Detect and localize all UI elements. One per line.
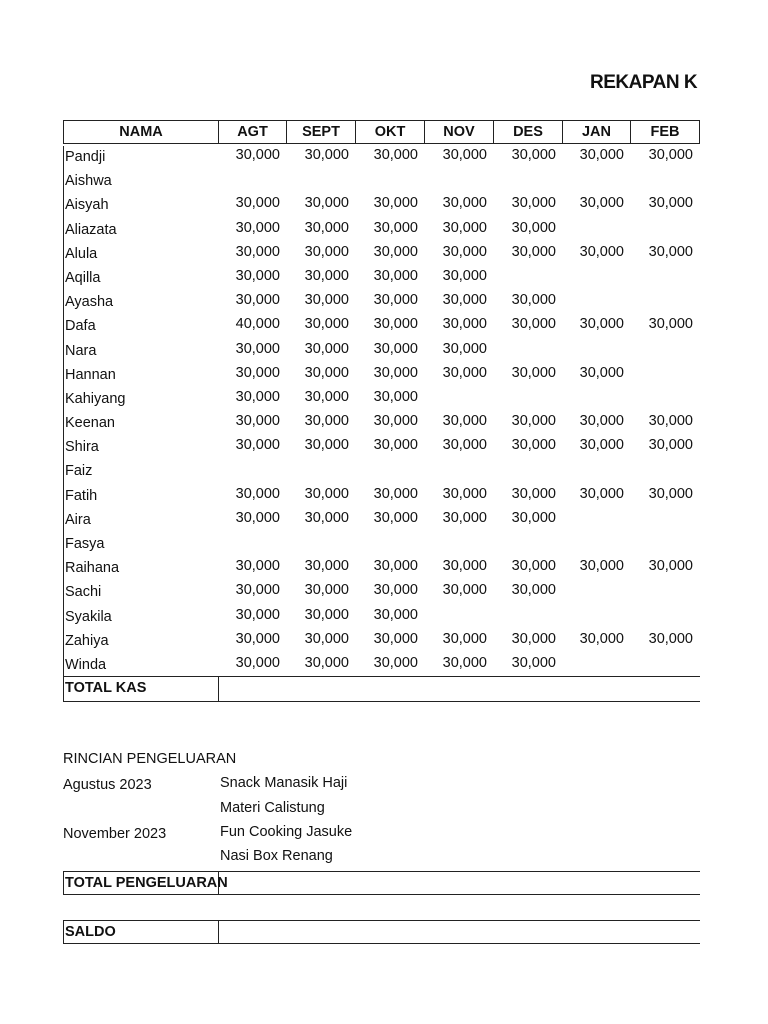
payment-cell	[631, 338, 700, 362]
column-header-jan: JAN	[563, 120, 631, 144]
table-row	[63, 410, 700, 434]
member-name: Nara	[63, 340, 219, 364]
payment-cell	[631, 265, 700, 289]
table-row	[63, 507, 700, 531]
payment-cell	[425, 458, 494, 482]
payment-cell: 30,000	[511, 243, 556, 260]
payment-cell: 30,000	[304, 606, 349, 623]
payment-cell	[494, 458, 563, 482]
payment-cell	[494, 604, 563, 628]
payment-cell: 30,000	[304, 219, 349, 236]
payment-cell: 30,000	[442, 364, 487, 381]
payment-cell: 30,000	[235, 606, 280, 623]
payment-cell: 30,000	[648, 437, 693, 454]
payment-cell: 30,000	[304, 437, 349, 454]
payment-cell: 30,000	[235, 219, 280, 236]
member-name: Shira	[63, 436, 219, 460]
expense-period: Agustus 2023	[63, 777, 152, 793]
payment-cell: 30,000	[648, 413, 693, 430]
payment-cell: 30,000	[511, 219, 556, 236]
member-name: Raihana	[63, 557, 219, 581]
payment-cell: 30,000	[373, 485, 418, 502]
payment-cell: 30,000	[235, 292, 280, 309]
member-name: Aliazata	[63, 219, 219, 243]
table-row	[63, 434, 700, 458]
member-name: Aira	[63, 509, 219, 533]
payment-cell	[563, 289, 631, 313]
payment-cell: 30,000	[373, 388, 418, 405]
table-row	[63, 265, 700, 289]
payment-cell	[494, 338, 563, 362]
payment-cell: 30,000	[373, 437, 418, 454]
payment-cell	[356, 168, 425, 192]
column-header-sept: SEPT	[287, 120, 356, 144]
payment-cell	[563, 579, 631, 603]
payment-cell: 30,000	[235, 437, 280, 454]
payment-cell: 30,000	[648, 195, 693, 212]
table-row	[63, 192, 700, 216]
payment-cell: 30,000	[511, 413, 556, 430]
payment-cell: 30,000	[235, 654, 280, 671]
payment-cell: 30,000	[304, 630, 349, 647]
payment-cell	[494, 168, 563, 192]
payment-cell	[563, 386, 631, 410]
payment-cell: 30,000	[235, 195, 280, 212]
payment-cell: 30,000	[373, 654, 418, 671]
column-header-des: DES	[494, 120, 563, 144]
payment-cell	[631, 289, 700, 313]
table-row	[63, 579, 700, 603]
saldo-row	[63, 920, 700, 944]
payment-cell: 30,000	[511, 195, 556, 212]
table-header-row	[63, 120, 700, 144]
payment-cell: 30,000	[579, 485, 624, 502]
payment-cell	[631, 217, 700, 241]
payment-cell: 30,000	[579, 147, 624, 163]
payment-cell	[494, 386, 563, 410]
member-name: Fatih	[63, 485, 219, 509]
payment-cell: 30,000	[304, 316, 349, 333]
payment-cell: 30,000	[235, 243, 280, 260]
payment-cell: 30,000	[235, 485, 280, 502]
table-row	[63, 628, 700, 652]
payment-cell	[219, 458, 287, 482]
member-name: Ayasha	[63, 291, 219, 315]
payment-cell	[287, 531, 356, 555]
payment-cell: 30,000	[442, 630, 487, 647]
document-title: REKAPAN K	[590, 72, 698, 93]
payment-cell	[563, 652, 631, 676]
payment-cell: 30,000	[373, 316, 418, 333]
payment-cell: 30,000	[579, 558, 624, 575]
payment-cell	[563, 338, 631, 362]
member-name: Zahiya	[63, 630, 219, 654]
payment-cell: 30,000	[442, 437, 487, 454]
payment-cell: 30,000	[304, 558, 349, 575]
column-header-nov: NOV	[425, 120, 494, 144]
member-name: Aisyah	[63, 194, 219, 218]
payment-cell: 30,000	[235, 364, 280, 381]
payment-cell	[563, 507, 631, 531]
payment-cell: 30,000	[579, 630, 624, 647]
payment-cell: 30,000	[373, 243, 418, 260]
member-name: Alula	[63, 243, 219, 267]
member-name: Hannan	[63, 364, 219, 388]
payment-cell	[563, 217, 631, 241]
payment-cell: 30,000	[373, 147, 418, 163]
total-pengeluaran-label: TOTAL PENGELUARAN	[63, 872, 219, 894]
payment-cell	[563, 458, 631, 482]
kas-table	[63, 120, 700, 702]
member-name: Aishwa	[63, 170, 219, 194]
payment-cell: 30,000	[511, 485, 556, 502]
payment-cell	[631, 507, 700, 531]
payment-cell: 30,000	[579, 243, 624, 260]
table-row	[63, 144, 700, 168]
payment-cell: 30,000	[579, 195, 624, 212]
payment-cell: 30,000	[373, 582, 418, 599]
payment-cell	[631, 652, 700, 676]
payment-cell: 30,000	[442, 485, 487, 502]
payment-cell: 30,000	[579, 437, 624, 454]
payment-cell: 30,000	[304, 364, 349, 381]
payment-cell: 30,000	[511, 316, 556, 333]
payment-cell: 30,000	[235, 509, 280, 526]
column-header-agt: AGT	[219, 120, 287, 144]
expense-item: Nasi Box Renang	[220, 848, 333, 864]
member-name: Aqilla	[63, 267, 219, 291]
payment-cell: 30,000	[373, 267, 418, 284]
payment-cell: 30,000	[511, 364, 556, 381]
payment-cell	[631, 579, 700, 603]
payment-cell: 30,000	[579, 316, 624, 333]
table-body	[63, 144, 700, 676]
payment-cell: 30,000	[304, 292, 349, 309]
payment-cell: 30,000	[511, 437, 556, 454]
table-row	[63, 531, 700, 555]
table-row	[63, 458, 700, 482]
payment-cell: 30,000	[648, 630, 693, 647]
payment-cell	[631, 531, 700, 555]
payment-cell	[287, 458, 356, 482]
payment-cell	[563, 168, 631, 192]
column-header-feb: FEB	[631, 120, 700, 144]
table-row	[63, 289, 700, 313]
payment-cell	[631, 386, 700, 410]
payment-cell: 30,000	[511, 630, 556, 647]
table-row	[63, 604, 700, 628]
payment-cell	[631, 604, 700, 628]
payment-cell: 30,000	[648, 558, 693, 575]
payment-cell	[219, 168, 287, 192]
payment-cell: 30,000	[235, 630, 280, 647]
payment-cell: 30,000	[373, 413, 418, 430]
expense-heading: RINCIAN PENGELUARAN	[63, 751, 237, 767]
table-row	[63, 313, 700, 337]
payment-cell	[356, 531, 425, 555]
payment-cell	[425, 168, 494, 192]
table-row	[63, 652, 700, 676]
payment-cell: 30,000	[304, 243, 349, 260]
payment-cell: 30,000	[511, 147, 556, 163]
payment-cell: 30,000	[511, 292, 556, 309]
payment-cell: 30,000	[442, 219, 487, 236]
table-row	[63, 386, 700, 410]
payment-cell: 30,000	[304, 388, 349, 405]
payment-cell: 30,000	[373, 630, 418, 647]
payment-cell: 30,000	[442, 243, 487, 260]
payment-cell: 30,000	[304, 485, 349, 502]
payment-cell: 30,000	[648, 243, 693, 260]
payment-cell: 30,000	[235, 558, 280, 575]
total-kas-row	[63, 676, 700, 702]
expense-item: Snack Manasik Haji	[220, 775, 348, 791]
table-row	[63, 241, 700, 265]
payment-cell: 30,000	[373, 340, 418, 357]
payment-cell: 30,000	[373, 292, 418, 309]
payment-cell: 30,000	[304, 340, 349, 357]
payment-cell: 30,000	[442, 292, 487, 309]
payment-cell: 30,000	[648, 316, 693, 333]
member-name: Kahiyang	[63, 388, 219, 412]
member-name: Dafa	[63, 315, 219, 339]
payment-cell	[356, 458, 425, 482]
payment-cell: 30,000	[648, 485, 693, 502]
payment-cell: 30,000	[304, 654, 349, 671]
member-name: Pandji	[63, 146, 219, 170]
payment-cell	[425, 531, 494, 555]
payment-cell: 30,000	[373, 219, 418, 236]
expense-period: November 2023	[63, 826, 167, 842]
payment-cell	[425, 386, 494, 410]
payment-cell: 30,000	[304, 147, 349, 163]
payment-cell: 30,000	[235, 340, 280, 357]
payment-cell: 30,000	[304, 195, 349, 212]
payment-cell: 30,000	[304, 413, 349, 430]
payment-cell: 30,000	[442, 267, 487, 284]
table-row	[63, 483, 700, 507]
payment-cell: 30,000	[511, 654, 556, 671]
payment-cell: 30,000	[304, 582, 349, 599]
payment-cell: 30,000	[442, 654, 487, 671]
payment-cell: 30,000	[373, 509, 418, 526]
payment-cell: 40,000	[235, 316, 280, 333]
member-name: Winda	[63, 654, 219, 678]
member-name: Syakila	[63, 606, 219, 630]
payment-cell: 30,000	[442, 195, 487, 212]
payment-cell: 30,000	[235, 267, 280, 284]
member-name: Keenan	[63, 412, 219, 436]
payment-cell: 30,000	[304, 509, 349, 526]
payment-cell: 30,000	[235, 413, 280, 430]
payment-cell: 30,000	[648, 147, 693, 163]
payment-cell: 30,000	[442, 147, 487, 163]
payment-cell: 30,000	[579, 413, 624, 430]
expense-item: Materi Calistung	[220, 800, 325, 816]
payment-cell: 30,000	[442, 340, 487, 357]
column-header-nama: NAMA	[63, 120, 219, 144]
payment-cell: 30,000	[235, 582, 280, 599]
payment-cell	[563, 265, 631, 289]
payment-cell: 30,000	[304, 267, 349, 284]
table-row	[63, 555, 700, 579]
payment-cell	[563, 604, 631, 628]
payment-cell	[219, 531, 287, 555]
payment-cell: 30,000	[373, 606, 418, 623]
payment-cell: 30,000	[511, 582, 556, 599]
payment-cell: 30,000	[373, 195, 418, 212]
payment-cell: 30,000	[442, 413, 487, 430]
column-header-okt: OKT	[356, 120, 425, 144]
payment-cell: 30,000	[579, 364, 624, 381]
payment-cell	[494, 531, 563, 555]
payment-cell: 30,000	[442, 316, 487, 333]
member-name: Faiz	[63, 460, 219, 484]
expense-item: Fun Cooking Jasuke	[220, 824, 353, 840]
member-name: Fasya	[63, 533, 219, 557]
payment-cell: 30,000	[235, 147, 280, 163]
table-row	[63, 168, 700, 192]
payment-cell	[494, 265, 563, 289]
payment-cell: 30,000	[442, 558, 487, 575]
payment-cell	[631, 458, 700, 482]
payment-cell: 30,000	[442, 582, 487, 599]
table-row	[63, 338, 700, 362]
payment-cell	[631, 362, 700, 386]
payment-cell: 30,000	[511, 509, 556, 526]
payment-cell	[425, 604, 494, 628]
payment-cell	[631, 168, 700, 192]
payment-cell: 30,000	[373, 558, 418, 575]
total-pengeluaran-row	[63, 871, 700, 895]
payment-cell: 30,000	[373, 364, 418, 381]
table-row	[63, 217, 700, 241]
payment-cell: 30,000	[442, 509, 487, 526]
saldo-label: SALDO	[63, 921, 219, 943]
payment-cell	[563, 531, 631, 555]
payment-cell: 30,000	[511, 558, 556, 575]
payment-cell	[287, 168, 356, 192]
total-kas-label: TOTAL KAS	[63, 677, 219, 701]
table-row	[63, 362, 700, 386]
payment-cell: 30,000	[235, 388, 280, 405]
member-name: Sachi	[63, 581, 219, 605]
